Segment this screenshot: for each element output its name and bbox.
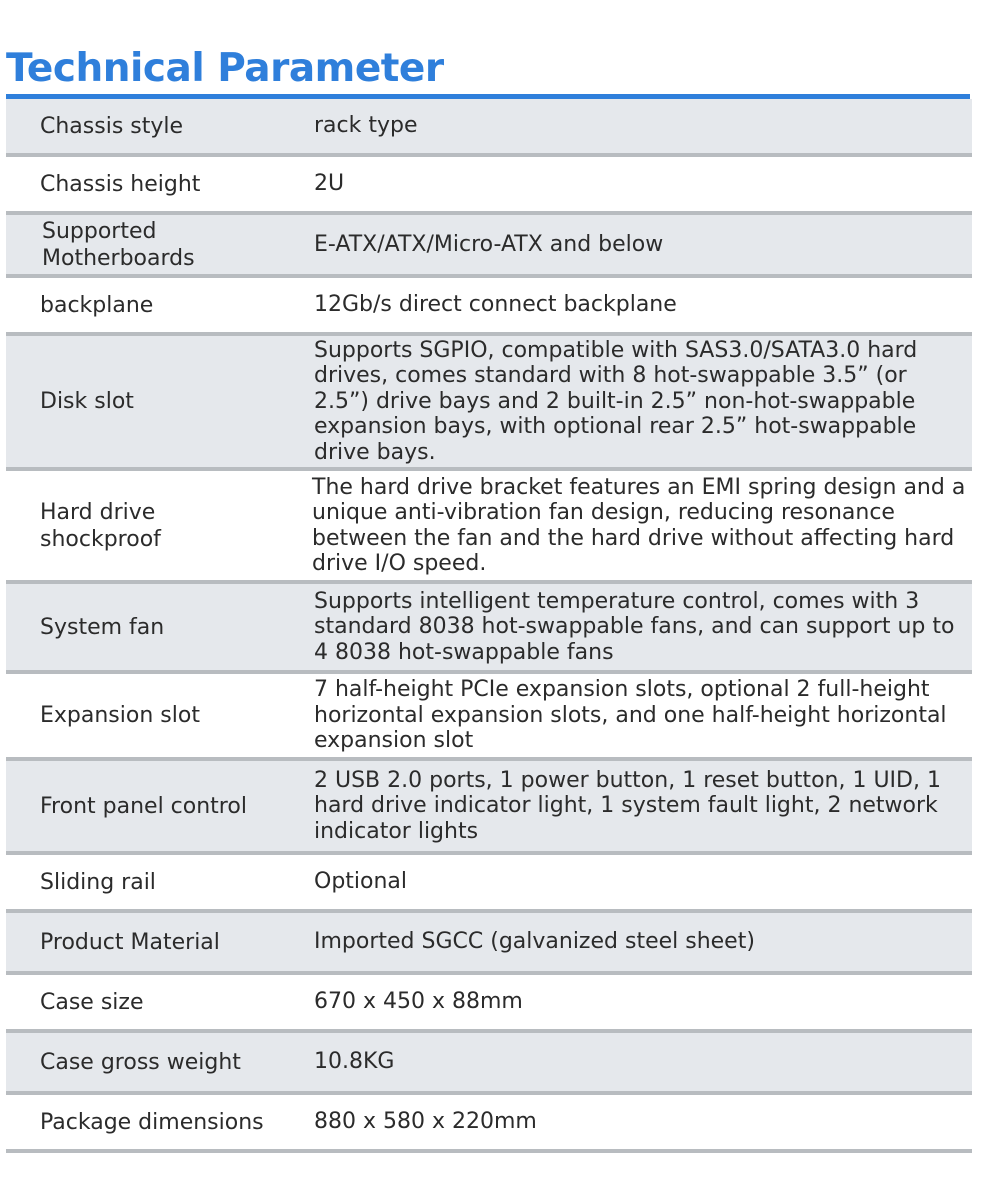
spec-value: Imported SGCC (galvanized steel sheet) <box>314 929 755 955</box>
spec-label: System fan <box>40 614 165 640</box>
spec-value: Supports SGPIO, compatible with SAS3.0/SATA3.0 hard drives, comes standard with 8 hot-swappable 3.5” (or 2.5”) drive bays and 2 built-in 2.5” non-hot-swappable expansion bays, with optional rear 2.5” hot-swappable drive bays. <box>314 337 918 465</box>
spec-label: Product Material <box>40 929 220 955</box>
spec-label: Disk slot <box>40 389 134 414</box>
spec-row-product-material <box>6 913 972 975</box>
spec-label: Package dimensions <box>40 1109 264 1135</box>
spec-row-case-size <box>6 975 972 1033</box>
spec-row-system-fan <box>6 584 972 674</box>
spec-row-case-gross-weight <box>6 1033 972 1095</box>
spec-label: Case size <box>40 989 144 1015</box>
spec-label: Front panel control <box>40 793 247 819</box>
spec-value: 12Gb/s direct connect backplane <box>314 292 677 318</box>
spec-value: rack type <box>314 113 418 139</box>
spec-label: Chassis height <box>40 171 201 197</box>
spec-value: 7 half-height PCIe expansion slots, optional 2 full-height horizontal expansion slots, and one half-height horizontal expansion slot <box>314 677 947 754</box>
spec-label: Expansion slot <box>40 703 200 728</box>
spec-row-hard-drive-shockproof <box>6 471 972 584</box>
spec-value: Optional <box>314 869 408 895</box>
spec-label: Hard drive shockproof <box>40 499 161 552</box>
page-title: Technical Parameter <box>6 46 444 91</box>
spec-value: The hard drive bracket features an EMI spring design and a unique anti-vibration fan design, reducing resonance between the fan and the hard drive without affecting hard drive I/O speed. <box>312 474 966 576</box>
spec-row-expansion-slot <box>6 674 972 761</box>
spec-value: 670 x 450 x 88mm <box>314 989 523 1015</box>
spec-row-disk-slot <box>6 336 972 471</box>
spec-row-chassis-style <box>6 99 972 157</box>
spec-value: Supports intelligent temperature control, comes with 3 standard 8038 hot-swappable fans, and can support up to 4 8038 hot-swappable fans <box>314 588 955 665</box>
spec-label: backplane <box>40 292 154 318</box>
spec-label: Supported Motherboards <box>42 218 195 271</box>
spec-label: Sliding rail <box>40 869 156 895</box>
spec-label: Case gross weight <box>40 1049 241 1075</box>
spec-value: 2U <box>314 171 345 197</box>
spec-row-package-dimensions <box>6 1095 972 1153</box>
spec-table <box>6 99 972 1153</box>
spec-label: Chassis style <box>40 113 184 139</box>
spec-row-supported-motherboards <box>6 215 972 278</box>
spec-value: 10.8KG <box>314 1049 395 1075</box>
spec-row-backplane <box>6 278 972 336</box>
spec-value: 2 USB 2.0 ports, 1 power button, 1 reset button, 1 UID, 1 hard drive indicator light, 1 system fault light, 2 network indicator lights <box>314 767 941 844</box>
spec-row-front-panel-control <box>6 761 972 855</box>
spec-row-chassis-height <box>6 157 972 215</box>
spec-value: 880 x 580 x 220mm <box>314 1109 537 1135</box>
spec-row-sliding-rail <box>6 855 972 913</box>
spec-value: E-ATX/ATX/Micro-ATX and below <box>314 231 664 257</box>
